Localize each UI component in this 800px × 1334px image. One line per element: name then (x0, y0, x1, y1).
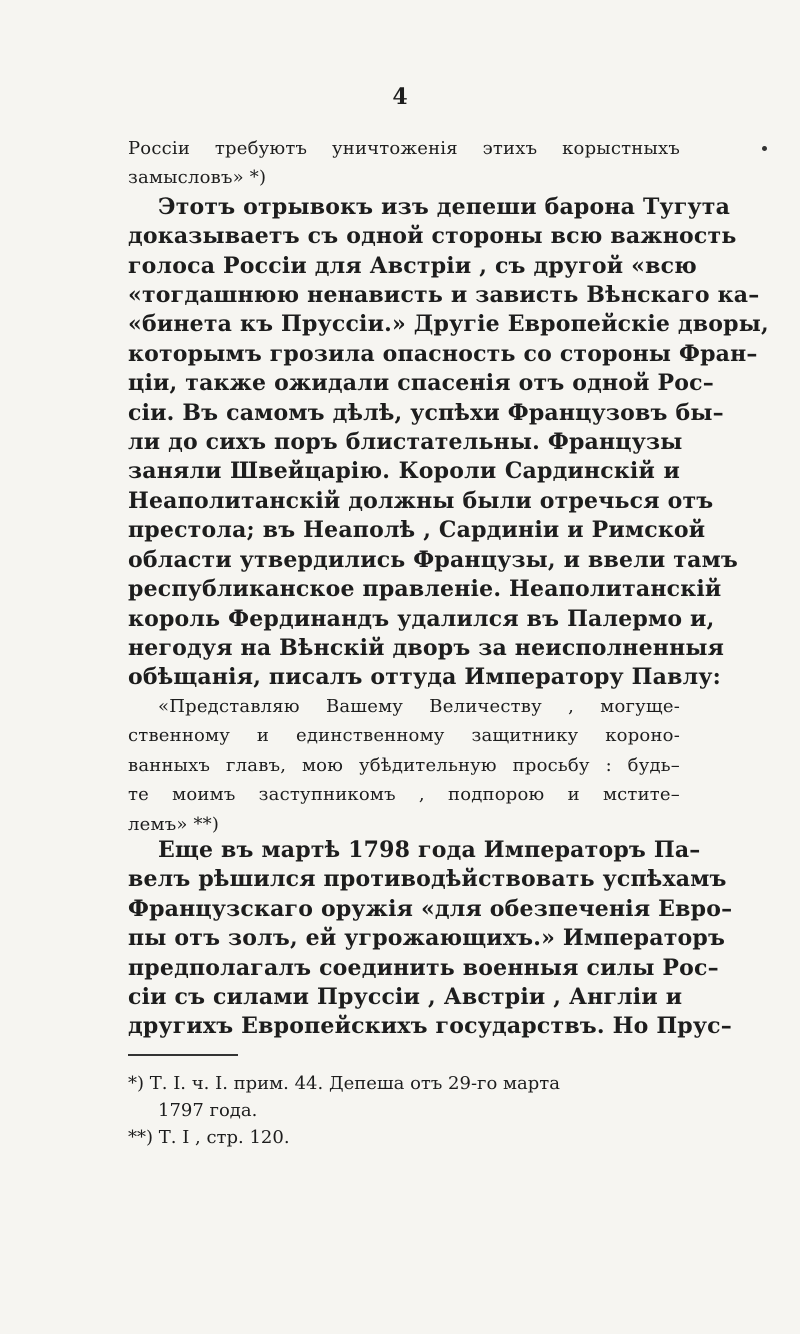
text-line: Россіи требуютъ уничтоженія этихъ корыстныхъ (128, 138, 680, 159)
text-line: Еще въ мартѣ 1798 года Императоръ Па– (158, 837, 701, 863)
text-line: замысловъ» *) (128, 167, 267, 189)
text-line: республиканское правленіе. Неаполитанскій (128, 576, 722, 603)
quote-line: ванныхъ главъ, мою убѣдительную просьбу : будь– (128, 754, 680, 776)
text-line: голоса Россіи для Австріи , съ другой «всю (128, 252, 697, 279)
text-line: негодуя на Вѣнскій дворъ за неисполненныя (128, 634, 725, 661)
text-line: «тогдашнюю ненависть и зависть Вѣнскаго ка– (128, 282, 760, 309)
text-line: Французскаго оружія «для обезпеченія Евро– (128, 895, 733, 922)
text-line: другихъ Европейскихъ государствъ. Но Прус– (128, 1013, 732, 1040)
footnote-1: *) Т. I. ч. I. прим. 44. Депеша отъ 29-го марта (128, 1073, 560, 1094)
quote-line: ственному и единственному защитнику короно- (128, 725, 680, 747)
text-line: престола; въ Неаполѣ , Сардиніи и Римской (128, 517, 706, 544)
text-line: велъ рѣшился противодѣйствовать успѣхамъ (128, 866, 727, 893)
text-line: король Фердинандъ удалился въ Палермо и, (128, 605, 715, 632)
tail-text (128, 836, 733, 1042)
body-text (128, 134, 769, 693)
footnote-2: **) Т. I , стр. 120. (128, 1127, 290, 1148)
quote-line: «Представляю Вашему Величеству , могуще- (158, 696, 680, 717)
text-line: предполагалъ соединить военныя силы Рос– (128, 954, 719, 981)
text-line: области утвердились Французы, и ввели тамъ (128, 546, 738, 573)
text-line: Неаполитанскій должны были отречься отъ (128, 487, 714, 514)
quote-text (128, 692, 680, 839)
text-line: ли до сихъ поръ блистательны. Французы (128, 429, 683, 456)
footnotes (128, 1070, 680, 1151)
text-line: сіи съ силами Пруссіи , Австріи , Англіи и (128, 984, 683, 1011)
quote-line: лемъ» **) (128, 813, 220, 835)
text-line: обѣщанія, писалъ оттуда Императору Павлу: (128, 664, 721, 691)
text-line: доказываетъ съ одной стороны всю важность (128, 223, 737, 250)
text-line: Этотъ отрывокъ изъ депеши барона Тугута (158, 193, 731, 220)
page-number: 4 (392, 84, 408, 110)
text-line: ціи, также ожидали спасенія отъ одной Рос– (128, 370, 714, 397)
text-line: которымъ грозила опасность со стороны Фран– (128, 340, 758, 367)
text-line: «бинета къ Пруссіи.» Другіе Европейскіе дворы, (128, 311, 769, 338)
footnote-rule (128, 1054, 238, 1056)
text-line: пы отъ золъ, ей угрожающихъ.» Императоръ (128, 925, 726, 952)
ink-speck (762, 146, 767, 151)
quote-line: те моимъ заступникомъ , подпорою и мстите– (128, 784, 680, 806)
footnote-1-continuation: 1797 года. (158, 1100, 258, 1121)
text-line: заняли Швейцарію. Короли Сардинскій и (128, 458, 680, 485)
text-line: сіи. Въ самомъ дѣлѣ, успѣхи Французовъ бы– (128, 399, 724, 426)
